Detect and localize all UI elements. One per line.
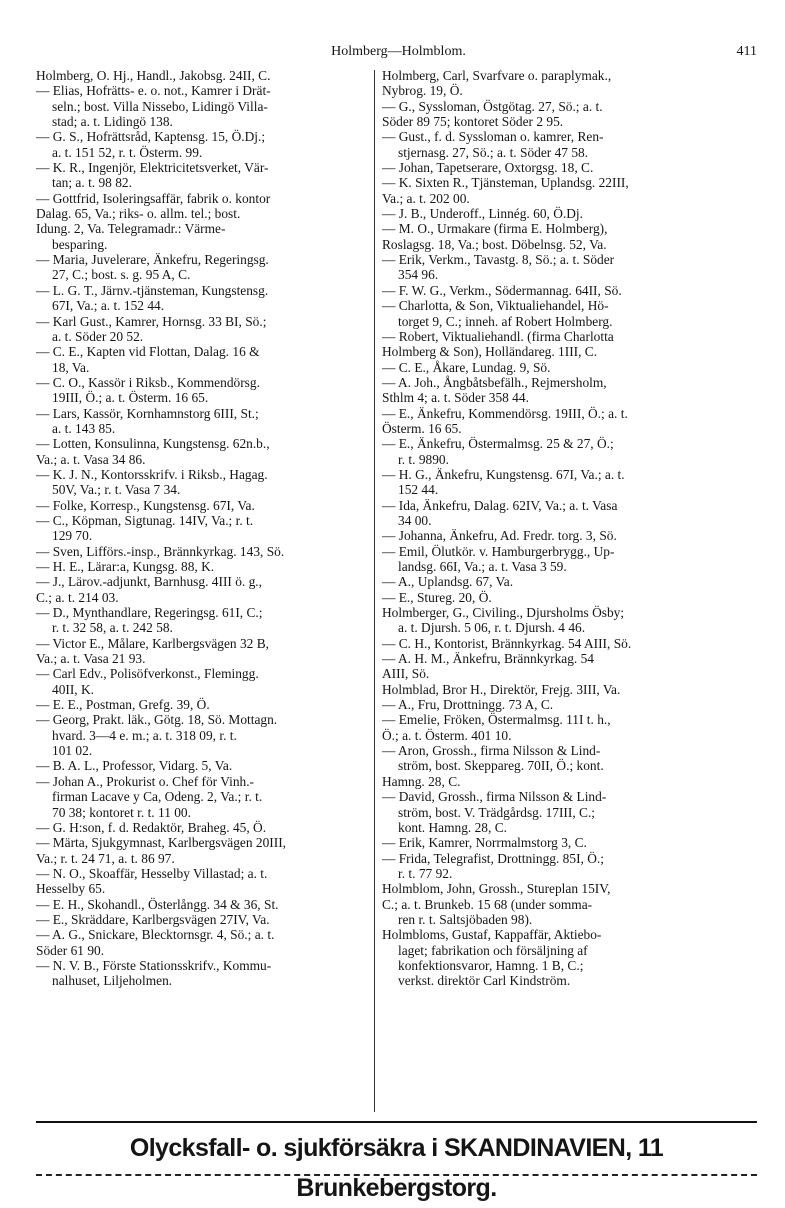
directory-line: r. t. 32 58, a. t. 242 58. [52,620,173,636]
directory-line: — Johan, Tapetserare, Oxtorgsg. 18, C. [382,160,594,176]
directory-line: — Sven, Lifförs.-insp., Brännkyrkag. 143, Sö. [36,543,285,559]
directory-line: Idung. 2, Va. Telegramadr.: Värme- [36,221,226,237]
directory-line: 27, C.; bost. s. g. 95 A, C. [52,267,191,283]
directory-line: torget 9, C.; inneh. af Robert Holmberg. [398,313,613,329]
advertisement-banner: Olycksfall- o. sjukförsäkra i SKANDINAVIEN, 11 Brunkebergstorg. [129,1134,664,1202]
directory-line: Holmberg & Son), Holländareg. 1III, C. [382,344,598,360]
directory-line: 19III, Ö.; a. t. Österm. 16 65. [52,390,209,406]
directory-line: — C. E., Åkare, Lundag. 9, Sö. [382,359,551,375]
directory-line: Hesselby 65. [36,881,106,897]
directory-line: — K. R., Ingenjör, Elektricitetsverket, Vär- [36,160,269,176]
directory-line: Va.; r. t. 24 71, a. t. 86 97. [36,850,175,866]
directory-line: Va.; a. t. Vasa 34 86. [36,451,146,467]
directory-line: — Johan A., Prokurist o. Chef för Vinh.- [36,773,255,789]
directory-line: — N. O., Skoaffär, Hesselby Villastad; a. t. [36,865,268,881]
directory-line: Va.; a. t. Vasa 21 93. [36,651,146,667]
directory-line: Holmberg, O. Hj., Handl., Jakobsg. 24II, C. [36,68,271,83]
directory-line: Roslagsg. 18, Va.; bost. Döbelnsg. 52, Va. [382,236,607,252]
directory-line: — J., Lärov.-adjunkt, Barnhusg. 4III ö. g., [36,574,262,590]
directory-line: — Johanna, Änkefru, Ad. Fredr. torg. 3, Sö. [382,528,617,544]
directory-line: Dalag. 65, Va.; riks- o. allm. tel.; bost. [36,206,241,222]
directory-line: — C., Köpman, Sigtunag. 14IV, Va.; r. t. [36,512,254,528]
directory-line: laget; fabrikation och försäljning af [398,942,588,958]
advert-top-rule [36,1121,757,1123]
directory-line: — Ida, Änkefru, Dalag. 62IV, Va.; a. t. Vasa [382,497,618,513]
directory-line: firman Lacave y Ca, Odeng. 2, Va.; r. t. [52,789,263,805]
directory-line: Österm. 16 65. [382,420,462,436]
directory-line: — B. A. L., Professor, Vidarg. 5, Va. [36,758,233,774]
directory-line: 354 96. [398,267,439,283]
directory-line: seln.; bost. Villa Nissebo, Lidingö Villa- [52,98,268,114]
directory-line: — Erik, Kamrer, Norrmalmstorg 3, C. [382,835,587,851]
directory-line: 18, Va. [52,359,90,375]
directory-line: — Georg, Prakt. läk., Götg. 18, Sö. Mottagn. [36,712,278,728]
directory-line: hvard. 3—4 e. m.; a. t. 318 09, r. t. [52,727,237,743]
directory-line: — Aron, Grossh., firma Nilsson & Lind- [382,743,601,759]
directory-line: — E., Änkefru, Kommendörsg. 19III, Ö.; a. t. [382,405,628,421]
column-divider [374,70,375,1112]
directory-line: 70 38; kontoret r. t. 11 00. [52,804,191,820]
directory-line: Holmberg, Carl, Svarfvare o. paraplymak., [382,68,612,83]
directory-line: — E., Skräddare, Karlbergsvägen 27IV, Va. [36,911,270,927]
directory-line: — N. V. B., Förste Stationsskrifv., Kommu- [36,957,272,973]
directory-line: — Emil, Ölutkör. v. Hamburgerbrygg., Up- [382,543,615,559]
directory-line: a. t. 143 85. [52,420,116,436]
directory-line: — K. J. N., Kontorsskrifv. i Riksb., Hagag. [36,466,268,482]
directory-line: 129 70. [52,528,93,544]
directory-line: landsg. 66I, Va.; a. t. Vasa 3 59. [398,559,567,574]
directory-line: — F. W. G., Verkm., Södermannag. 64II, Sö. [382,282,622,298]
directory-line: 101 02. [52,743,93,759]
directory-line: stjernasg. 27, Sö.; a. t. Söder 47 58. [398,144,589,160]
directory-line: Söder 61 90. [36,942,105,958]
directory-line: — E. H., Skohandl., Österlångg. 34 & 36, St. [36,896,279,912]
directory-line: 50V, Va.; r. t. Vasa 7 34. [52,482,181,498]
directory-line: 40II, K. [52,681,95,697]
directory-line: — Robert, Viktualiehandl. (firma Charlotta [382,328,614,344]
directory-line: kont. Hamng. 28, C. [398,819,507,835]
directory-line: Sthlm 4; a. t. Söder 358 44. [382,390,529,406]
directory-line: Ö.; a. t. Österm. 401 10. [382,727,512,743]
directory-line: nalhuset, Liljeholmen. [52,973,173,989]
directory-line: a. t. Söder 20 52. [52,328,144,344]
directory-line: 152 44. [398,482,439,498]
directory-line: — Emelie, Fröken, Östermalmsg. 11I t. h., [382,712,611,728]
directory-line: — A., Uplandsg. 67, Va. [382,574,514,590]
directory-line: tan; a. t. 98 82. [52,175,132,191]
directory-line: — K. Sixten R., Tjänsteman, Uplandsg. 22III, [382,175,629,191]
advert-bottom-rule [36,1174,757,1177]
directory-line: — H. G., Änkefru, Kungstensg. 67I, Va.; a. t. [382,466,625,482]
directory-line: Va.; a. t. 202 00. [382,190,470,206]
directory-line: — G. H:son, f. d. Redaktör, Braheg. 45, Ö. [36,819,267,835]
directory-line: — Maria, Juvelerare, Änkefru, Regeringsg. [36,252,269,268]
directory-line: — D., Mynthandlare, Regeringsg. 61I, C.; [36,605,263,621]
directory-line: ren r. t. Saltsjöbaden 98). [398,911,533,927]
directory-line: — Carl Edv., Polisöfverkonst., Flemingg. [36,666,259,682]
directory-line: a. t. Djursh. 5 06, r. t. Djursh. 4 46. [398,620,586,636]
directory-line: 67I, Va.; a. t. 152 44. [52,298,165,314]
directory-line: — Frida, Telegrafist, Drottningg. 85I, Ö.; [382,850,604,866]
directory-line: Holmberger, G., Civiling., Djursholms Ösby; [382,605,625,621]
directory-line: Holmblom, John, Grossh., Stureplan 15IV, [382,881,611,897]
directory-line: — A. H. M., Änkefru, Brännkyrkag. 54 [382,651,594,667]
directory-line: — Gottfrid, Isoleringsaffär, fabrik o. kontor [36,190,271,206]
directory-line: — Karl Gust., Kamrer, Hornsg. 33 BI, Sö.; [36,313,267,329]
directory-line: — Lotten, Konsulinna, Kungstensg. 62n.b., [36,436,270,452]
directory-line: AIII, Sö. [382,666,430,682]
directory-line: — E., Stureg. 20, Ö. [382,589,492,605]
directory-line: ström, bost. Skeppareg. 70II, Ö.; kont. [398,758,604,774]
directory-line: — E., Änkefru, Östermalmsg. 25 & 27, Ö.; [382,436,614,452]
directory-line: — Märta, Sjukgymnast, Karlbergsvägen 20III, [36,835,287,851]
running-title: Holmberg—Holmblom. [331,44,466,59]
directory-line: C.; a. t. 214 03. [36,589,119,605]
directory-line: — Gust., f. d. Syssloman o. kamrer, Ren- [382,129,604,145]
page-number: 411 [736,44,757,59]
directory-line: besparing. [52,236,108,252]
directory-line: — Lars, Kassör, Kornhamnstorg 6III, St.; [36,405,259,421]
directory-line: ström, bost. V. Trädgårdsg. 17III, C.; [398,804,596,820]
directory-line: — Victor E., Målare, Karlbergsvägen 32 B, [36,635,269,651]
directory-line: stad; a. t. Lidingö 138. [52,114,173,130]
directory-line: verkst. direktör Carl Kindström. [398,973,571,989]
directory-line: — Erik, Verkm., Tavastg. 8, Sö.; a. t. Söder [382,252,615,268]
directory-line: konfektionsvaror, Hamng. 1 B, C.; [398,957,584,973]
directory-line: r. t. 77 92. [398,865,453,881]
directory-line: — H. E., Lärar:a, Kungsg. 88, K. [36,559,215,574]
directory-line: 34 00. [398,512,432,528]
right-column [382,68,760,989]
directory-line: — L. G. T., Järnv.-tjänsteman, Kungstensg. [36,282,269,298]
directory-line: — E. E., Postman, Grefg. 39, Ö. [36,697,210,713]
directory-line: a. t. 151 52, r. t. Österm. 99. [52,144,203,160]
directory-line: Holmblad, Bror H., Direktör, Frejg. 3III, Va. [382,681,621,697]
directory-line: — G. S., Hofrättsråd, Kaptensg. 15, Ö.Dj.; [36,129,266,145]
directory-line: — J. B., Underoff., Linnég. 60, Ö.Dj. [382,206,583,222]
directory-line: Hamng. 28, C. [382,773,461,789]
directory-line: — C. H., Kontorist, Brännkyrkag. 54 AIII, Sö. [382,635,632,651]
directory-line: C.; a. t. Brunkeb. 15 68 (under somma- [382,896,593,912]
directory-line: — Folke, Korresp., Kungstensg. 67I, Va. [36,497,255,513]
directory-line: — C. O., Kassör i Riksb., Kommendörsg. [36,374,260,390]
directory-line: Holmbloms, Gustaf, Kappaffär, Aktiebo- [382,927,602,943]
directory-line: r. t. 9890. [398,451,449,467]
directory-line: — Elias, Hofrätts- e. o. not., Kamrer i Drät- [36,83,271,99]
directory-line: — David, Grossh., firma Nilsson & Lind- [382,789,607,805]
directory-line: Söder 89 75; kontoret Söder 2 95. [382,114,564,130]
directory-line: — M. O., Urmakare (firma E. Holmberg), [382,221,608,237]
page-header [40,44,757,66]
directory-line: — A., Fru, Drottningg. 73 A, C. [382,697,554,713]
directory-line: — A. Joh., Ångbåtsbefälh., Rejmersholm, [382,374,607,390]
directory-line: — Charlotta, & Son, Viktualiehandel, Hö- [382,298,609,314]
left-column [36,68,369,989]
directory-line: — A. G., Snickare, Blecktornsgr. 4, Sö.; a. t. [36,927,275,943]
directory-line: Nybrog. 19, Ö. [382,83,463,99]
directory-line: — C. E., Kapten vid Flottan, Dalag. 16 & [36,344,260,360]
directory-line: — G., Syssloman, Östgötag. 27, Sö.; a. t. [382,98,603,114]
